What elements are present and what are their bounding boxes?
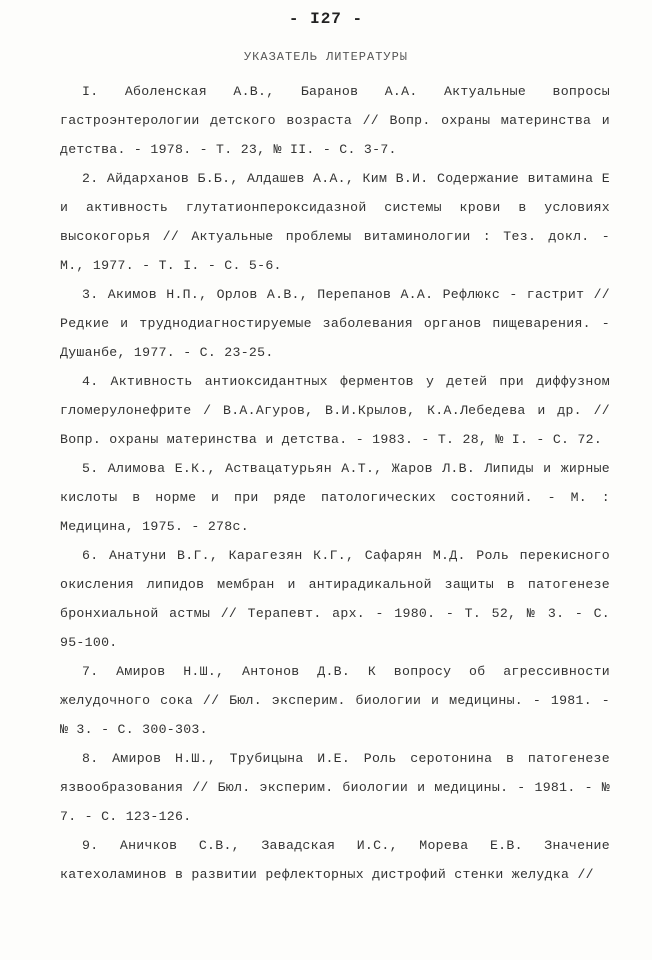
page-number: - I27 - bbox=[288, 10, 364, 28]
bibliography-entry: 5. Алимова Е.К., Аствацатурьян А.Т., Жаров Л.В. Липиды и жирные кислоты в норме и при ряде патологических состояний. - М. : Медицина, 1975. - 278с. bbox=[60, 461, 610, 534]
bibliography-entry: 4. Активность антиоксидантных ферментов у детей при диффузном гломерулонефрите / В.А.Агуров, В.И.Крылов, К.А.Лебедева и др. // Вопр. охраны материнства и детства. - 1983. - Т. 28, № I. - С. 72. bbox=[60, 374, 610, 447]
bibliography-list bbox=[60, 77, 610, 889]
section-heading: УКАЗАТЕЛЬ ЛИТЕРАТУРЫ bbox=[243, 50, 409, 64]
bibliography-entry: 3. Акимов Н.П., Орлов А.В., Перепанов А.А. Рефлюкс - гастрит // Редкие и труднодиагностируемые заболевания органов пищеварения. - Душанбе, 1977. - С. 23-25. bbox=[60, 287, 610, 360]
bibliography-entry: 8. Амиров Н.Ш., Трубицына И.Е. Роль серотонина в патогенезе язвообразования // Бюл. эксперим. биологии и медицины. - 1981. - № 7. - С. 123-126. bbox=[60, 751, 610, 824]
bibliography-entry: I. Аболенская А.В., Баранов А.А. Актуальные вопросы гастроэнтерологии детского возраста // Вопр. охраны материнства и детства. - 1978. - Т. 23, № II. - С. 3-7. bbox=[60, 84, 610, 157]
bibliography-entry: 7. Амиров Н.Ш., Антонов Д.В. К вопросу об агрессивности желудочного сока // Бюл. эксперим. биологии и медицины. - 1981. - № 3. - С. 300-303. bbox=[60, 664, 610, 737]
bibliography-entry: 6. Анатуни В.Г., Карагезян К.Г., Сафарян М.Д. Роль перекисного окисления липидов мембран и антирадикальной защиты в патогенезе бронхиальной астмы // Терапевт. арх. - 1980. - Т. 52, № 3. - С. 95-100. bbox=[60, 548, 610, 650]
bibliography-entry: 9. Аничков С.В., Завадская И.С., Морева Е.В. Значение катехоламинов в развитии рефлекторных дистрофий стенки желудка // bbox=[60, 838, 610, 882]
bibliography-entry: 2. Айдарханов Б.Б., Алдашев А.А., Ким В.И. Содержание витамина Е и активность глутатионпероксидазной системы крови в условиях высокогорья // Актуальные проблемы витаминологии : Тез. докл. - М., 1977. - Т. I. - С. 5-6. bbox=[60, 171, 610, 273]
